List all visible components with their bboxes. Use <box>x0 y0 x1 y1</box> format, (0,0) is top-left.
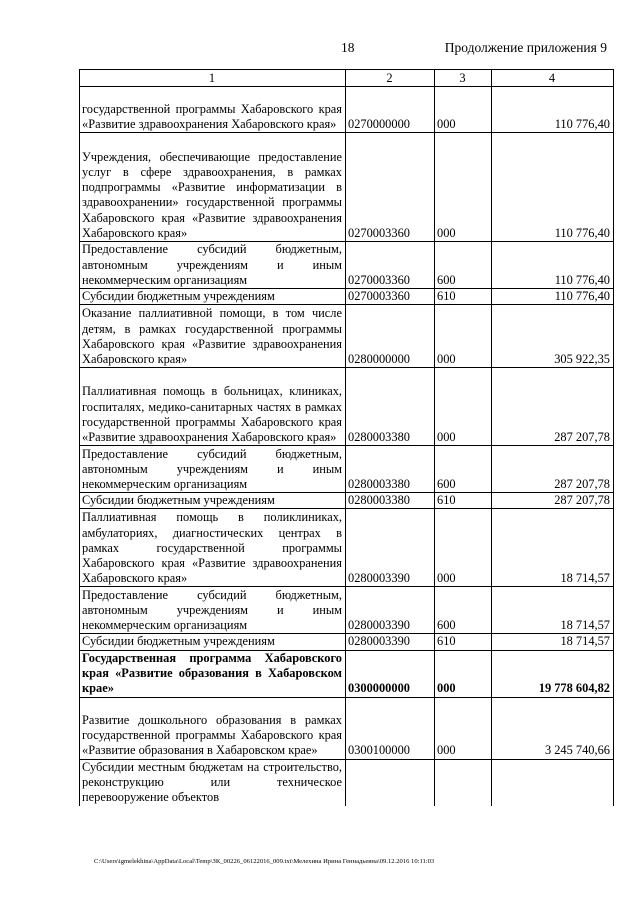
row-name: Предоставление субсидий бюджетным, автономным учреждениям и иным некоммерческим организациям <box>80 587 346 634</box>
row-type: 600 <box>435 242 492 289</box>
row-type: 000 <box>435 133 492 242</box>
row-name: Предоставление субсидий бюджетным, автономным учреждениям и иным некоммерческим организациям <box>80 242 346 289</box>
row-type: 000 <box>435 368 492 446</box>
row-code: 0280003380 <box>346 493 435 509</box>
row-type: 000 <box>435 650 492 697</box>
row-name: Субсидии бюджетным учреждениям <box>80 634 346 650</box>
row-sum: 305 922,35 <box>492 305 614 368</box>
row-sum: 287 207,78 <box>492 446 614 493</box>
row-name: Предоставление субсидий бюджетным, автономным учреждениям и иным некоммерческим организациям <box>80 446 346 493</box>
table-row <box>80 305 614 368</box>
row-code: 0270003360 <box>346 133 435 242</box>
table-row <box>80 587 614 634</box>
row-code: 0280003390 <box>346 509 435 587</box>
table-row <box>80 242 614 289</box>
row-sum: 287 207,78 <box>492 493 614 509</box>
row-type: 000 <box>435 509 492 587</box>
column-header-3: 3 <box>435 70 492 87</box>
row-name: Развитие дошкольного образования в рамках государственной программы Хабаровского края «Развитие образования в Хабаровском крае» <box>80 697 346 759</box>
column-header-4: 4 <box>492 70 614 87</box>
table-row <box>80 634 614 650</box>
row-name: Паллиативная помощь в поликлиниках, амбулаториях, диагностических центрах в рамках государственной программы Хабаровского края «Развитие здравоохранения Хабаровского края» <box>80 509 346 587</box>
row-name: Субсидии бюджетным учреждениям <box>80 493 346 509</box>
row-name: Учреждения, обеспечивающие предоставление услуг в сфере здравоохранения, в рамках подпрограммы «Развитие информатизации в здравоохранении» государственной программы Хабаровского края «Развитие здравоохранения Хабаровского края» <box>80 133 346 242</box>
row-sum <box>492 759 614 806</box>
row-type: 600 <box>435 587 492 634</box>
row-code: 0280003380 <box>346 368 435 446</box>
row-type: 610 <box>435 493 492 509</box>
row-sum: 110 776,40 <box>492 87 614 133</box>
row-code: 0280003390 <box>346 587 435 634</box>
row-sum: 19 778 604,82 <box>492 650 614 697</box>
row-name: Оказание паллиативной помощи, в том числе детям, в рамках государственной программы Хабаровского края «Развитие здравоохранения Хабаровского края» <box>80 305 346 368</box>
row-code: 0300100000 <box>346 697 435 759</box>
row-sum: 110 776,40 <box>492 242 614 289</box>
row-code: 0270003360 <box>346 242 435 289</box>
row-sum: 3 245 740,66 <box>492 697 614 759</box>
row-code: 0270003360 <box>346 289 435 305</box>
budget-table <box>79 69 614 806</box>
row-sum: 18 714,57 <box>492 587 614 634</box>
table-row <box>80 759 614 806</box>
row-name: Субсидии бюджетным учреждениям <box>80 289 346 305</box>
table-row <box>80 509 614 587</box>
row-code: 0280003380 <box>346 446 435 493</box>
row-code <box>346 759 435 806</box>
row-type: 000 <box>435 87 492 133</box>
row-name: Субсидии местным бюджетам на строительство, реконструкцию или техническое перевооружение объектов <box>80 759 346 806</box>
row-sum: 287 207,78 <box>492 368 614 446</box>
table-row <box>80 697 614 759</box>
row-code: 0300000000 <box>346 650 435 697</box>
row-sum: 18 714,57 <box>492 634 614 650</box>
table-row <box>80 446 614 493</box>
file-path-footer: C:\Users\igmelekhina\AppData\Local\Temp\ЗК_00226_06122016_009.txt\Мелехина Ирина Геннадьевна\09.12.2016 10:11:03 <box>94 858 435 865</box>
row-type: 000 <box>435 697 492 759</box>
row-sum: 18 714,57 <box>492 509 614 587</box>
row-sum: 110 776,40 <box>492 133 614 242</box>
row-type: 000 <box>435 305 492 368</box>
table-row-program <box>80 650 614 697</box>
row-type: 610 <box>435 289 492 305</box>
page-number: 18 <box>341 40 355 55</box>
row-name: Паллиативная помощь в больницах, клиниках, госпиталях, медико-санитарных частях в рамках государственной программы Хабаровского края «Развитие здравоохранения Хабаровского края» <box>80 368 346 446</box>
row-name: Государственная программа Хабаровского края «Развитие образования в Хабаровском крае» <box>80 650 346 697</box>
table-row <box>80 493 614 509</box>
page-subtitle: Продолжение приложения 9 <box>444 40 607 55</box>
row-type: 600 <box>435 446 492 493</box>
row-code: 0280000000 <box>346 305 435 368</box>
column-header-1: 1 <box>80 70 346 87</box>
table-row <box>80 133 614 242</box>
table-row <box>80 87 614 133</box>
table-row <box>80 368 614 446</box>
row-type <box>435 759 492 806</box>
column-header-2: 2 <box>346 70 435 87</box>
page-header <box>0 40 640 58</box>
row-code: 0270000000 <box>346 87 435 133</box>
row-sum: 110 776,40 <box>492 289 614 305</box>
table-row <box>80 289 614 305</box>
table-header-row <box>80 70 614 87</box>
row-type: 610 <box>435 634 492 650</box>
row-name: государственной программы Хабаровского края «Развитие здравоохранения Хабаровского края» <box>80 87 346 133</box>
row-code: 0280003390 <box>346 634 435 650</box>
